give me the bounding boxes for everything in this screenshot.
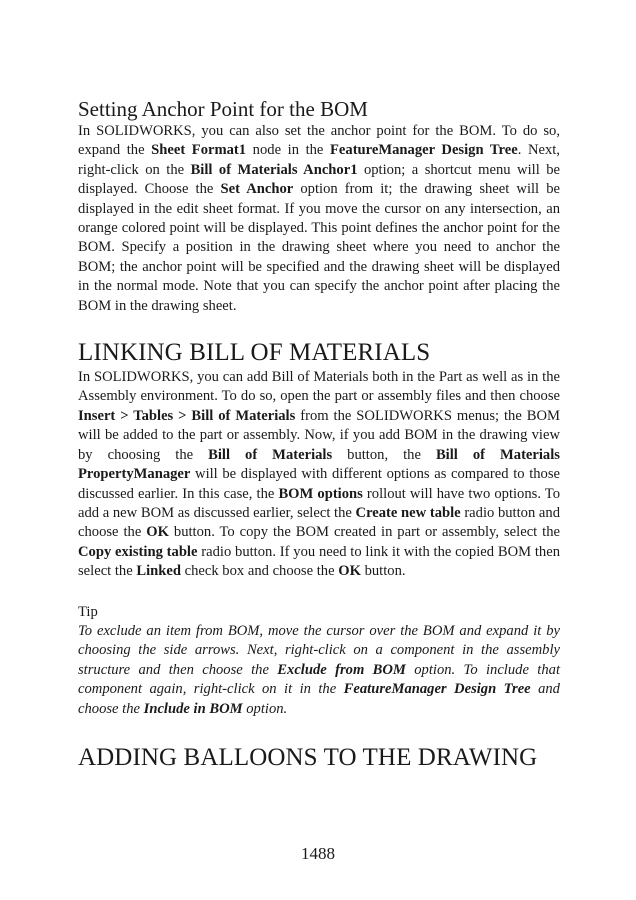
- paragraph-anchor-point: In SOLIDWORKS, you can also set the anchor point for the BOM. To do so, expand the Sheet Format1 node in the FeatureManager Design Tree. Next, right-click on the Bill of Materials Anchor1 option; a shortcut menu will be displayed. Choose the Set Anchor option from it; the drawing sheet will be displayed in the edit sheet format. If you move the cursor on any intersection, an orange colored point will be displayed. This point defines the anchor point for the BOM. Specify a position in the drawing sheet where you need to anchor the BOM; the anchor point will be specified and the drawing sheet will be displayed in the normal mode. Note that you can specify the anchor point after placing the BOM in the drawing sheet.: [78, 123, 560, 314]
- tip-label: Tip: [78, 603, 98, 620]
- tip-text: To exclude an item from BOM, move the cursor over the BOM and expand it by choosing the side arrows. Next, right-click on a component in the assembly structure and then choose the Exclude from BOM option. To include that component again, right-click on it in the FeatureManager Design Tree and choose the Include in BOM option.: [78, 622, 560, 717]
- page-number: 1488: [301, 844, 335, 863]
- section-heading-linking-bom: LINKING BILL OF MATERIALS: [78, 339, 431, 367]
- paragraph-linking-bom: In SOLIDWORKS, you can add Bill of Materials both in the Part as well as in the Assembly environment. To do so, open the part or assembly files and then choose Insert > Tables > Bill of Materials from the SOLIDWORKS menus; the BOM will be added to the part or assembly. Now, if you add BOM in the drawing view by choosing the Bill of Materials button, the Bill of Materials PropertyManager will be displayed with different options as compared to those discussed earlier. In this case, the BOM options rollout will have two options. To add a new BOM as discussed earlier, select the Create new table radio button and choose the OK button. To copy the BOM created in part or assembly, select the Copy existing table radio button. If you need to link it with the copied BOM then select the Linked check box and choose the OK button.: [78, 369, 561, 580]
- section-heading-adding-balloons: ADDING BALLOONS TO THE DRAWING: [78, 743, 538, 771]
- page-content: [78, 96, 560, 773]
- section-heading-anchor-point: Setting Anchor Point for the BOM: [78, 97, 368, 121]
